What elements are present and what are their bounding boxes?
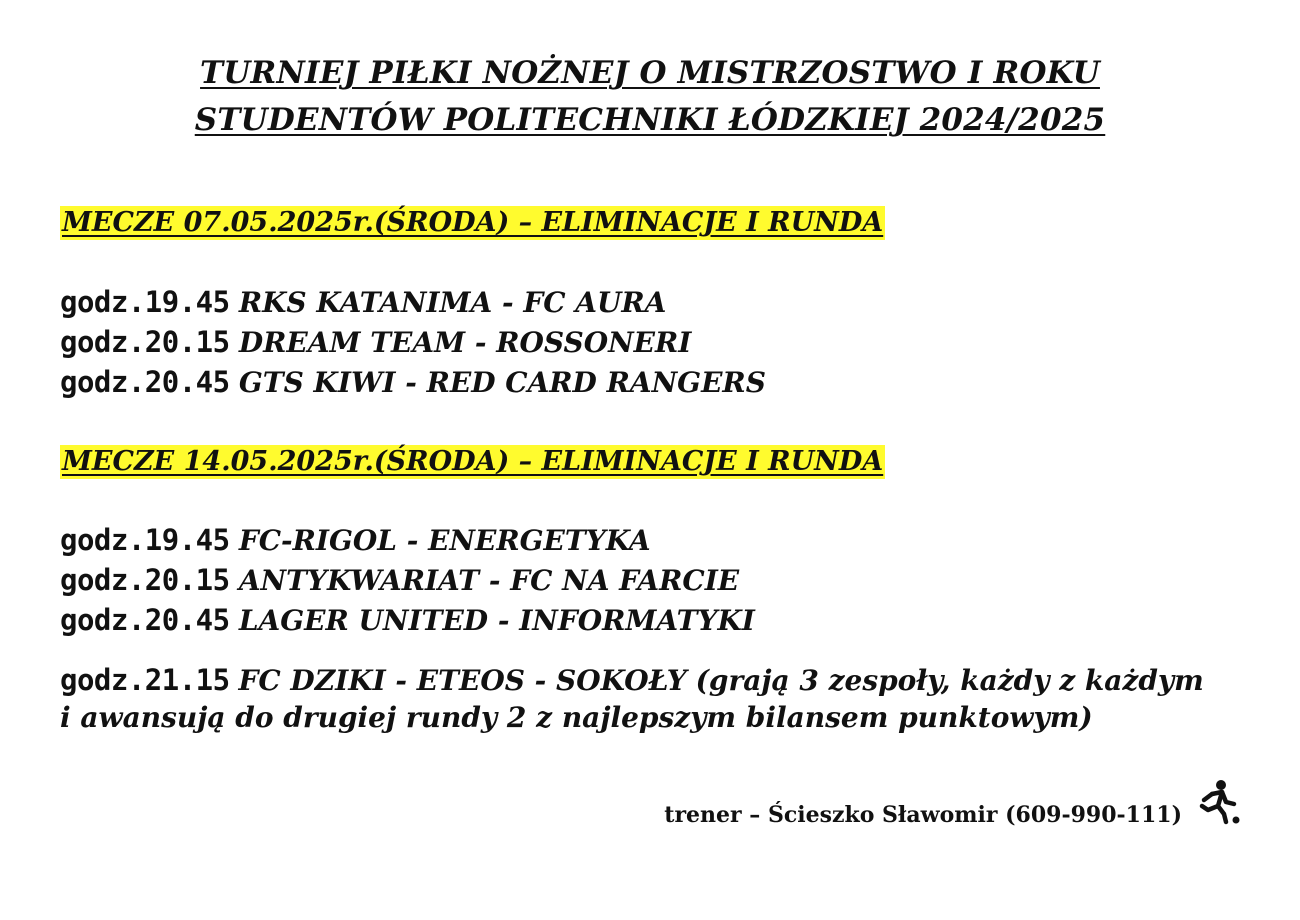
match-row [60, 562, 739, 599]
match-row [60, 602, 755, 639]
match-row [60, 284, 666, 321]
title-line-1 [0, 54, 1300, 92]
match-teams: ANTYKWARIAT - FC NA FARCIE [238, 564, 740, 597]
title-line-2-text: STUDENTÓW POLITECHNIKI ŁÓDZKIEJ 2024/2025 [194, 102, 1106, 138]
section-heading-2025-05-07: MECZE 07.05.2025r.(ŚRODA) – ELIMINACJE I RUNDA [62, 207, 884, 238]
match-row [60, 364, 766, 401]
match-teams: GTS KIWI - RED CARD RANGERS [238, 366, 766, 399]
title-line-1-text: TURNIEJ PIŁKI NOŻNEJ O MISTRZOSTWO I ROKU [200, 55, 1100, 91]
match-row [60, 522, 651, 559]
special-match-description: (grają 3 zespoły, każdy z każdym i awansują do drugiej rundy 2 z najlepszym bilansem punktowym) [60, 664, 1204, 734]
special-match-teams: FC DZIKI - ETEOS - SOKOŁY [238, 664, 687, 697]
match-row [60, 324, 691, 361]
match-teams: DREAM TEAM - ROSSONERI [238, 326, 692, 359]
match-time: godz.20.45 [60, 365, 230, 399]
match-teams: FC-RIGOL - ENERGETYKA [238, 524, 651, 557]
match-time: godz.19.45 [60, 285, 230, 319]
special-match-time: godz.21.15 [60, 663, 230, 697]
title-line-2 [0, 101, 1300, 139]
runner-with-ball-icon [1192, 778, 1242, 828]
match-time: godz.20.45 [60, 603, 230, 637]
section-heading-2025-05-14: MECZE 14.05.2025r.(ŚRODA) – ELIMINACJE I RUNDA [62, 446, 884, 477]
match-teams: LAGER UNITED - INFORMATYKI [238, 604, 755, 637]
match-time: godz.20.15 [60, 325, 230, 359]
match-time: godz.20.15 [60, 563, 230, 597]
special-match-note [60, 662, 1210, 736]
match-teams: RKS KATANIMA - FC AURA [238, 286, 667, 319]
coach-contact: trener – Ścieszko Sławomir (609-990-111) [664, 802, 1182, 828]
match-time: godz.19.45 [60, 523, 230, 557]
